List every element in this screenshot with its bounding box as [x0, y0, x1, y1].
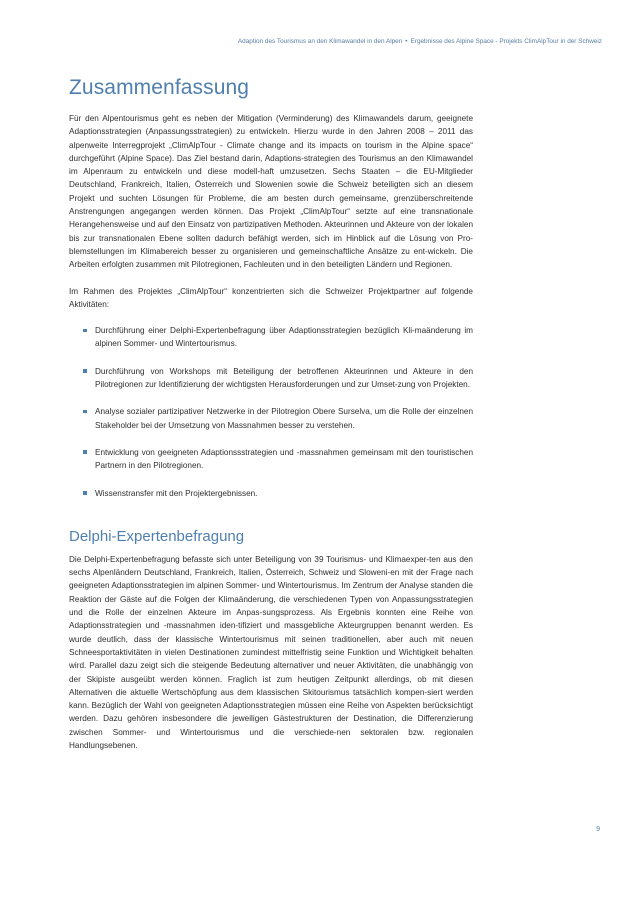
- list-item-text: Durchführung von Workshops mit Beteiligung der betroffenen Akteurinnen und Akteure in den Pilotregionen zur Identifizierung der wichtigsten Herausforderungen und zur Umset-zung von Projekten.: [95, 366, 473, 390]
- list-item-text: Wissenstransfer mit den Projektergebnissen.: [95, 488, 258, 498]
- running-header-right: Ergebnisse des Alpine Space - Projekts ClimAlpTour in der Schweiz: [410, 38, 602, 45]
- list-item: [83, 365, 473, 392]
- list-item: [83, 487, 473, 500]
- running-header-left: Adaption des Tourismus an den Klimawandel in den Alpen: [237, 38, 403, 45]
- delphi-body-paragraph: Die Delphi-Expertenbefragung befasste sich unter Beteiligung von 39 Tourismus- und Klimaexper-ten aus den sechs Alpenländern Deutschland, Frankreich, Italien, Österreich, Schweiz und Sloweni-en mit der Frage nach geeigneten Adaptionsstrategien im alpinen Sommer- und Wintertourismus. Im Zentrum der Analyse standen die Reaktion der Gäste auf die Folgen der Klimaänderung, die verschiedenen Typen von Anpassungsstrategien und die Rolle der einzelnen Akteure im Anpas-sungsprozess. Als Ergebnis konnten eine Reihe von Adaptionsstrategien und -massnahmen iden-tifiziert und massgebliche Akteurgruppen benannt werden. Es wurde deutlich, dass der klassische Wintertourismus mit seinen traditionellen, aber auch mit neuen Schneesportaktivitäten in vielen Destinationen zumindest mittelfristig seine Funktion und Wichtigkeit behalten wird. Parallel dazu zeigt sich die steigende Bedeutung alternativer und neuer Aktivitäten, die unabhängig von der Skipiste ausgeübt werden können. Fraglich ist zum heutigen Zeitpunkt allerdings, ob mit diesen Alternativen die aktuelle Wertschöpfung aus dem klassischen Skitourismus tatsächlich kompen-siert werden kann. Bezüglich der Wahl von geeigneten Adaptionsstrategien müssen eine Reihe von Aspekten berücksichtigt werden. Dazu gehören insbesondere die jeweiligen Gästestrukturen der Destination, die Differenzierung zwischen Sommer- und Wintertourismus und die verschiede-nen sektoralen bzw. regionalen Handlungsebenen.: [69, 554, 473, 750]
- activities-lead-paragraph: Im Rahmen des Projektes „ClimAlpTour“ konzentrierten sich die Schweizer Projektpartner auf folgende Aktivitäten:: [69, 286, 473, 309]
- running-header: [150, 38, 602, 45]
- page-number: 9: [596, 826, 600, 833]
- bullet-square-icon: [83, 410, 87, 414]
- bullet-square-icon: [83, 491, 87, 495]
- bullet-square-icon: [83, 450, 87, 454]
- section-title-summary: Zusammenfassung: [69, 76, 250, 99]
- page-content: [69, 76, 473, 752]
- header-separator: •: [405, 38, 408, 45]
- bullet-square-icon: [83, 329, 87, 333]
- list-item: [83, 405, 473, 432]
- list-item-text: Analyse sozialer partizipativer Netzwerke in der Pilotregion Obere Surselva, um die Rolle der einzelnen Stakeholder bei der Umsetzung von Massnahmen besser zu verstehen.: [95, 407, 473, 430]
- activities-list: [69, 324, 473, 500]
- summary-intro-paragraph: Für den Alpentourismus geht es neben der Mitigation (Verminderung) des Klimawandels darum, geeignete Adaptionsstrategien (Anpassungsstrategien) zu entwickeln. Hierzu wurde in den Jahren 2008 – 2011 das alpenweite Interregprojekt „ClimAlpTour - Climate change and its impacts on tourism in the Alpine space“ durchgeführt (Alpine Space). Das Ziel bestand darin, Adaptions-strategien des Tourismus an den Klimawandel im Alpenraum zu entwickeln und diese modell-haft umzusetzen. Sechs Staaten – die EU-Mitglieder Deutschland, Frankreich, Italien, Österreich und Slowenien sowie die Schweiz beteiligten sich an diesem Projekt und suchten Lösungen für Probleme, die am besten durch gemeinsame, grenzüberschreitende Anstrengungen angegangen werden können. Das Projekt „ClimAlpTour“ setzte auf eine transnationale Herangehensweise und auf den Einsatz von partizipativen Methoden. Akteurinnen und Akteure von der lokalen bis zur transnationalen Ebene sollten dadurch befähigt werden, sich im Hinblick auf die Lösung von Pro-blemstellungen im Klimabereich besser zu organisieren und gemeinschaftliche Ansätze zu ent-wickeln. Die Arbeiten erfolgten zusammen mit Pilotregionen, Fachleuten und in den beteiligten Ländern und Regionen.: [69, 114, 473, 270]
- list-item-text: Durchführung einer Delphi-Expertenbefragung über Adaptionsstrategien bezüglich Kli-maänderung im alpinen Sommer- und Wintertourismus.: [95, 326, 473, 349]
- section-title-delphi: Delphi-Expertenbefragung: [69, 527, 245, 545]
- delphi-section: [69, 528, 473, 752]
- list-item-text: Entwicklung von geeigneten Adaptionssstrategien und -massnahmen gemeinsam mit den touristischen Partnern in den Pilotregionen.: [95, 447, 473, 471]
- list-item: [83, 446, 473, 473]
- bullet-square-icon: [83, 369, 87, 373]
- list-item: [83, 324, 473, 351]
